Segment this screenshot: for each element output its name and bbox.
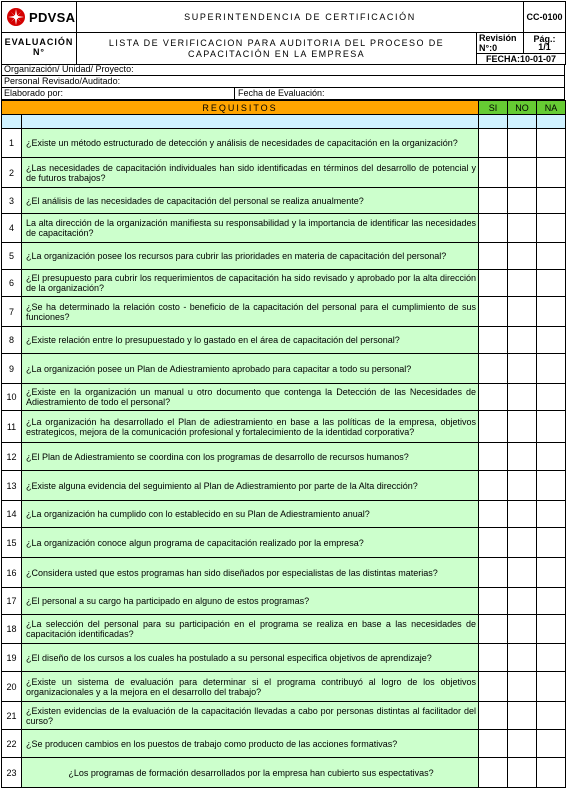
answer-cell-na[interactable]	[537, 615, 566, 644]
answer-cell-si[interactable]	[479, 702, 508, 730]
answer-cell-si[interactable]	[479, 558, 508, 588]
question-number: 1	[2, 129, 22, 158]
no-column-header: NO	[508, 101, 537, 115]
requirements-table	[1, 100, 566, 788]
question-text: ¿Existe un sistema de evaluación para determinar si el programa contribuyó al logro de los objetivos organizacionales y a la mejora en el desarrollo del trabajo?	[22, 672, 479, 702]
question-text: ¿La organización ha cumplido con lo establecido en su Plan de Adiestramiento anual?	[22, 501, 479, 528]
question-text: ¿El personal a su cargo ha participado en alguno de estos programas?	[22, 588, 479, 615]
table-row	[2, 270, 566, 297]
answer-cell-na[interactable]	[537, 214, 566, 243]
question-number: 3	[2, 188, 22, 214]
question-text: ¿Se ha determinado la relación costo - beneficio de la capacitación del personal para el cumplimiento de sus funciones?	[22, 297, 479, 327]
question-text: ¿El análisis de las necesidades de capacitación del personal se realiza anualmente?	[22, 188, 479, 214]
answer-cell-na[interactable]	[537, 354, 566, 384]
table-row	[2, 384, 566, 411]
answer-cell-no[interactable]	[508, 528, 537, 558]
question-number: 11	[2, 411, 22, 443]
table-row	[2, 354, 566, 384]
answer-cell-na[interactable]	[537, 158, 566, 188]
question-number: 16	[2, 558, 22, 588]
question-text: ¿Las necesidades de capacitación individuales han sido identificadas en términos del desarrollo de potencial y de futuros trabajos?	[22, 158, 479, 188]
question-number: 7	[2, 297, 22, 327]
answer-cell-si[interactable]	[479, 214, 508, 243]
question-number: 12	[2, 443, 22, 471]
table-row	[2, 558, 566, 588]
answer-cell-si[interactable]	[479, 188, 508, 214]
table-row	[2, 644, 566, 672]
answer-cell-na[interactable]	[537, 384, 566, 411]
table-row	[2, 702, 566, 730]
answer-cell-no[interactable]	[508, 188, 537, 214]
table-row	[2, 588, 566, 615]
answer-cell-na[interactable]	[537, 730, 566, 758]
answer-cell-na[interactable]	[537, 411, 566, 443]
spacer-cell	[508, 115, 537, 129]
answer-cell-si[interactable]	[479, 672, 508, 702]
answer-cell-si[interactable]	[479, 471, 508, 501]
table-row	[2, 471, 566, 501]
question-text: ¿Considera usted que estos programas han sido diseñados por especialistas de las distintas materias?	[22, 558, 479, 588]
question-text: La alta dirección de la organización manifiesta su responsabilidad y la importancia de identificar las necesidades de capacitación?	[22, 214, 479, 243]
answer-cell-na[interactable]	[537, 471, 566, 501]
answer-cell-na[interactable]	[537, 702, 566, 730]
answer-cell-no[interactable]	[508, 214, 537, 243]
answer-cell-no[interactable]	[508, 501, 537, 528]
question-text: ¿Se producen cambios en los puestos de trabajo como producto de las acciones formativas?	[22, 730, 479, 758]
answer-cell-no[interactable]	[508, 471, 537, 501]
answer-cell-no[interactable]	[508, 615, 537, 644]
answer-cell-si[interactable]	[479, 158, 508, 188]
document-code: CC-0100	[524, 2, 566, 33]
reviewed-personnel-label: Personal Revisado/Auditado:	[4, 76, 121, 86]
question-text: ¿Existe relación entre lo presupuestado y lo gastado en el área de capacitación del personal?	[22, 327, 479, 354]
answer-cell-si[interactable]	[479, 327, 508, 354]
answer-cell-no[interactable]	[508, 644, 537, 672]
question-text: ¿El Plan de Adiestramiento se coordina con los programas de desarrollo de recursos humanos?	[22, 443, 479, 471]
question-text: ¿La selección del personal para su participación en el programa se realiza en base a las necesidades de capacitación identificadas?	[22, 615, 479, 644]
answer-cell-na[interactable]	[537, 188, 566, 214]
organization-label: Organización/ Unidad/ Proyecto:	[4, 64, 134, 74]
answer-cell-no[interactable]	[508, 327, 537, 354]
answer-cell-na[interactable]	[537, 297, 566, 327]
question-number: 22	[2, 730, 22, 758]
answer-cell-no[interactable]	[508, 354, 537, 384]
answer-cell-na[interactable]	[537, 558, 566, 588]
answer-cell-na[interactable]	[537, 270, 566, 297]
answer-cell-no[interactable]	[508, 158, 537, 188]
answer-cell-no[interactable]	[508, 702, 537, 730]
document-header	[1, 1, 566, 65]
table-row	[2, 758, 566, 788]
spacer-cell	[537, 115, 566, 129]
answer-cell-na[interactable]	[537, 672, 566, 702]
page-label: Pág.:	[533, 34, 556, 44]
question-number: 6	[2, 270, 22, 297]
question-number: 5	[2, 243, 22, 270]
header-spacer-row	[2, 115, 566, 129]
answer-cell-no[interactable]	[508, 384, 537, 411]
answer-cell-no[interactable]	[508, 758, 537, 788]
page-value: 1/1	[538, 42, 551, 52]
question-text: ¿Existe alguna evidencia del seguimiento al Plan de Adiestramiento por parte de la Alta dirección?	[22, 471, 479, 501]
document-date: FECHA:10-01-07	[477, 54, 566, 65]
answer-cell-no[interactable]	[508, 443, 537, 471]
answer-cell-no[interactable]	[508, 243, 537, 270]
prepared-by-row	[1, 88, 565, 100]
evaluation-number-label: EVALUACIÓN N°	[2, 33, 77, 65]
question-number: 15	[2, 528, 22, 558]
spacer-cell	[2, 115, 22, 129]
answer-cell-no[interactable]	[508, 672, 537, 702]
table-row	[2, 129, 566, 158]
answer-cell-si[interactable]	[479, 588, 508, 615]
table-row	[2, 297, 566, 327]
evaluation-date-label: Fecha de Evaluación:	[234, 88, 325, 99]
table-row	[2, 672, 566, 702]
revision-number: Revisión N°:0	[477, 33, 524, 54]
question-number: 4	[2, 214, 22, 243]
table-row	[2, 443, 566, 471]
question-text: ¿El diseño de los cursos a los cuales ha postulado a su personal especifica objetivos de aprendizaje?	[22, 644, 479, 672]
question-number: 21	[2, 702, 22, 730]
question-number: 20	[2, 672, 22, 702]
question-text: ¿Los programas de formación desarrollados por la empresa han cubierto sus espectativas?	[22, 758, 479, 788]
answer-cell-na[interactable]	[537, 644, 566, 672]
answer-cell-na[interactable]	[537, 129, 566, 158]
answer-cell-si[interactable]	[479, 270, 508, 297]
organization-row	[1, 64, 565, 76]
answer-cell-si[interactable]	[479, 354, 508, 384]
question-number: 17	[2, 588, 22, 615]
question-text: ¿El presupuesto para cubrir los requerimientos de capacitación ha sido revisado y aprobado por la alta dirección de la organización?	[22, 270, 479, 297]
yes-column-header: SI	[479, 101, 508, 115]
reviewed-personnel-row	[1, 76, 565, 88]
question-text: ¿Existe un método estructurado de detección y análisis de necesidades de capacitación en la organización?	[22, 129, 479, 158]
question-number: 19	[2, 644, 22, 672]
pdvsa-sun-icon	[6, 7, 26, 27]
question-text: ¿La organización conoce algun programa de capacitación realizado por la empresa?	[22, 528, 479, 558]
table-row	[2, 528, 566, 558]
question-number: 13	[2, 471, 22, 501]
answer-cell-si[interactable]	[479, 411, 508, 443]
table-row	[2, 158, 566, 188]
table-row	[2, 615, 566, 644]
answer-cell-no[interactable]	[508, 730, 537, 758]
answer-cell-si[interactable]	[479, 243, 508, 270]
question-number: 14	[2, 501, 22, 528]
question-number: 18	[2, 615, 22, 644]
answer-cell-si[interactable]	[479, 644, 508, 672]
answer-cell-na[interactable]	[537, 327, 566, 354]
answer-cell-si[interactable]	[479, 297, 508, 327]
table-row	[2, 501, 566, 528]
question-number: 23	[2, 758, 22, 788]
question-number: 8	[2, 327, 22, 354]
answer-cell-si[interactable]	[479, 615, 508, 644]
answer-cell-na[interactable]	[537, 528, 566, 558]
question-rows	[2, 129, 566, 788]
table-row	[2, 214, 566, 243]
answer-cell-na[interactable]	[537, 243, 566, 270]
answer-cell-si[interactable]	[479, 758, 508, 788]
header-title: SUPERINTENDENCIA DE CERTIFICACIÓN	[77, 2, 524, 33]
answer-cell-si[interactable]	[479, 730, 508, 758]
answer-cell-no[interactable]	[508, 297, 537, 327]
answer-cell-na[interactable]	[537, 443, 566, 471]
table-row	[2, 327, 566, 354]
answer-cell-na[interactable]	[537, 501, 566, 528]
table-row	[2, 243, 566, 270]
pdvsa-logo	[2, 7, 76, 27]
answer-cell-si[interactable]	[479, 528, 508, 558]
answer-cell-si[interactable]	[479, 443, 508, 471]
answer-cell-no[interactable]	[508, 129, 537, 158]
spacer-cell	[22, 115, 479, 129]
table-row	[2, 411, 566, 443]
table-row	[2, 188, 566, 214]
prepared-by-label: Elaborado por:	[4, 88, 64, 98]
question-text: ¿La organización posee un Plan de Adiestramiento aprobado para capacitar a todo su personal?	[22, 354, 479, 384]
question-number: 9	[2, 354, 22, 384]
answer-cell-no[interactable]	[508, 411, 537, 443]
answer-cell-no[interactable]	[508, 270, 537, 297]
answer-cell-si[interactable]	[479, 129, 508, 158]
question-text: ¿La organización posee los recursos para cubrir las prioridades en materia de capacitación del personal?	[22, 243, 479, 270]
logo-cell	[2, 2, 77, 33]
page-number	[524, 33, 566, 54]
question-number: 10	[2, 384, 22, 411]
table-row	[2, 730, 566, 758]
question-text: ¿La organización ha desarrollado el Plan de adiestramiento en base a las políticas de la empresa, objetivos estrategicos, mejora de la comunicación profesional y fortalecimiento de la identidad corporativa?	[22, 411, 479, 443]
checklist-title: LISTA DE VERIFICACION PARA AUDITORIA DEL PROCESO DE CAPACITACIÓN EN LA EMPRESA	[77, 33, 477, 65]
na-column-header: NA	[537, 101, 566, 115]
question-text: ¿Existe en la organización un manual u otro documento que contenga la Detección de las Necesidades de Adiestramiento de todo el personal?	[22, 384, 479, 411]
logo-text: PDVSA	[29, 9, 76, 25]
answer-cell-na[interactable]	[537, 758, 566, 788]
answer-cell-na[interactable]	[537, 588, 566, 615]
answer-cell-si[interactable]	[479, 501, 508, 528]
question-text: ¿Existen evidencias de la evaluación de la capacitación llevadas a cabo por personas distintas al facilitador del curso?	[22, 702, 479, 730]
answer-cell-si[interactable]	[479, 384, 508, 411]
answer-cell-no[interactable]	[508, 558, 537, 588]
answer-cell-no[interactable]	[508, 588, 537, 615]
spacer-cell	[479, 115, 508, 129]
requirements-header: REQUISITOS	[2, 101, 479, 115]
question-number: 2	[2, 158, 22, 188]
